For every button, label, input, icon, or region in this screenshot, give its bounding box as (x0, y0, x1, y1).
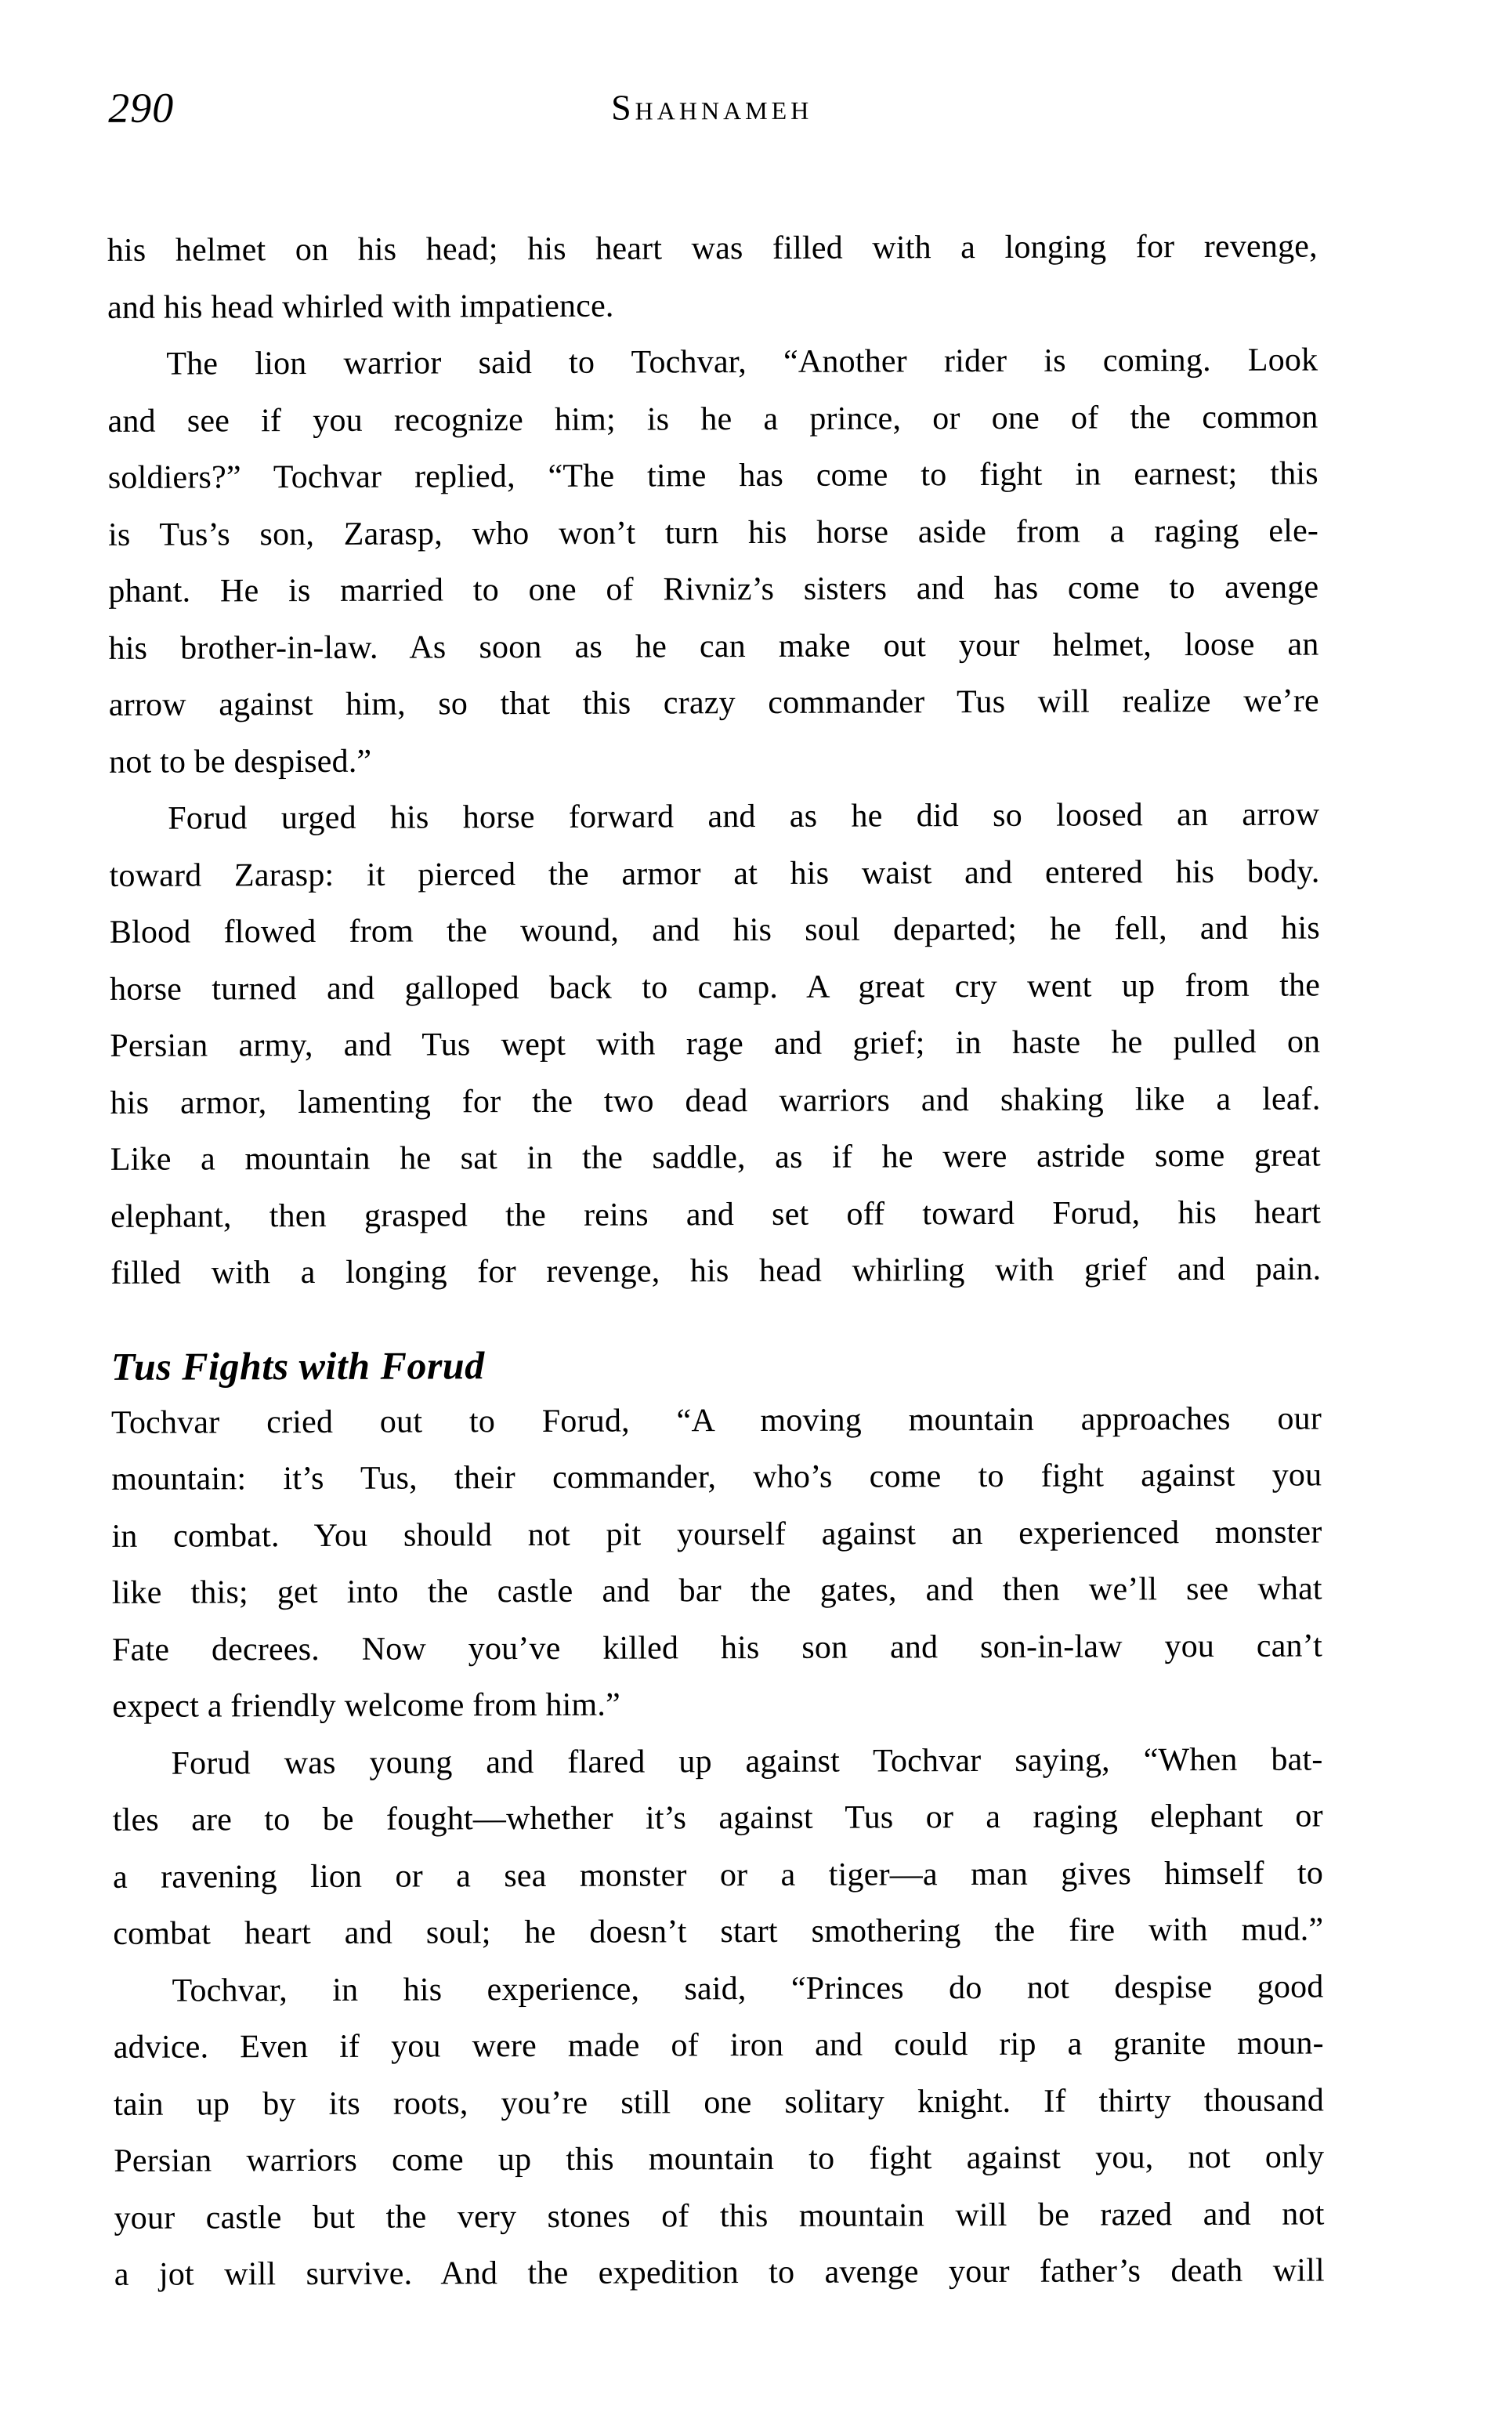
text-line: advice. Even if you were made of iron and could rip a granite moun- (113, 2025, 1324, 2066)
running-title: Shahnameh (610, 86, 813, 128)
text-line: phant. He is married to one of Rivniz’s sisters and has come to avenge (108, 569, 1319, 610)
text-line: horse turned and galloped back to camp. A great cry went up from the (110, 966, 1321, 1008)
text-line: soldiers?” Tochvar replied, “The time has come to fight in earnest; this (107, 455, 1318, 496)
text-line: like this; get into the castle and bar the gates, and then we’ll see what (111, 1570, 1322, 1611)
text-line: expect a friendly welcome from him.” (112, 1686, 620, 1725)
text-line: is Tus’s son, Zarasp, who won’t turn his horse aside from a raging ele- (107, 512, 1319, 553)
page-number: 290 (108, 84, 175, 132)
text-line: a ravening lion or a sea monster or a tiger—a man gives himself to (112, 1854, 1324, 1896)
text-line: toward Zarasp: it pierced the armor at his waist and entered his body. (109, 853, 1320, 894)
text-line: Tochvar, in his experience, said, “Princes do not despise good (172, 1968, 1324, 2009)
text-line: Blood flowed from the wound, and his soul departed; he fell, and his (109, 910, 1320, 951)
text-line: a jot will survive. And the expedition to avenge your father’s death will (114, 2252, 1325, 2293)
paragraph (111, 1390, 1323, 1735)
text-line: and his head whirled with impatience. (107, 288, 614, 326)
text-line: Persian army, and Tus wept with rage and grief; in haste he pulled on (110, 1023, 1321, 1064)
paragraph (112, 1731, 1323, 1962)
text-line: in combat. You should not pit yourself against an experienced monster (111, 1513, 1322, 1555)
text-line: his armor, lamenting for the two dead warriors and shaking like a leaf. (110, 1080, 1321, 1121)
paragraph (107, 218, 1318, 335)
text-line: combat heart and soul; he doesn’t start smothering the fire with mud.” (113, 1911, 1324, 1952)
text-line: elephant, then grasped the reins and set off toward Forud, his heart (110, 1193, 1322, 1235)
text-line: Forud urged his horse forward and as he did so loosed an arrow (168, 796, 1320, 837)
text-line: his brother-in-law. As soon as he can make out your helmet, loose an (108, 625, 1319, 667)
text-line: mountain: it’s Tus, their commander, who’s come to fight against you (111, 1457, 1322, 1498)
text-line: tles are to be fought—whether it’s against Tus or a raging elephant or (112, 1798, 1323, 1838)
paragraph (113, 1958, 1325, 2303)
section-heading: Tus Fights with Forud (110, 1342, 485, 1389)
text-line: and see if you recognize him; is he a prince, or one of the common (107, 398, 1318, 440)
text-line: filled with a longing for revenge, his head whirling with grief and pain. (110, 1251, 1322, 1291)
text-line: Fate decrees. Now you’ve killed his son and son-in-law you can’t (111, 1627, 1323, 1668)
text-line: arrow against him, so that this crazy commander Tus will realize we’re (108, 683, 1319, 723)
text-line: tain up by its roots, you’re still one solitary knight. If thirty thousand (113, 2081, 1325, 2123)
text-line: his helmet on his head; his heart was filled with a longing for revenge, (107, 228, 1318, 269)
text-block (107, 218, 1325, 2303)
text-line: The lion warrior said to Tochvar, “Another rider is coming. Look (166, 342, 1318, 382)
text-line: your castle but the very stones of this mountain will be razed and not (114, 2195, 1325, 2236)
text-line: Forud was young and flared up against Tochvar saying, “When bat- (171, 1740, 1323, 1782)
text-line: not to be despised.” (108, 743, 372, 781)
text-line: Persian warriors come up this mountain to fight against you, not only (114, 2139, 1325, 2179)
paragraph (107, 331, 1319, 790)
text-line: Tochvar cried out to Forud, “A moving mountain approaches our (110, 1400, 1322, 1441)
paragraph (109, 786, 1321, 1302)
text-line: Like a mountain he sat in the saddle, as if he were astride some great (110, 1137, 1321, 1178)
running-head (107, 81, 1317, 139)
